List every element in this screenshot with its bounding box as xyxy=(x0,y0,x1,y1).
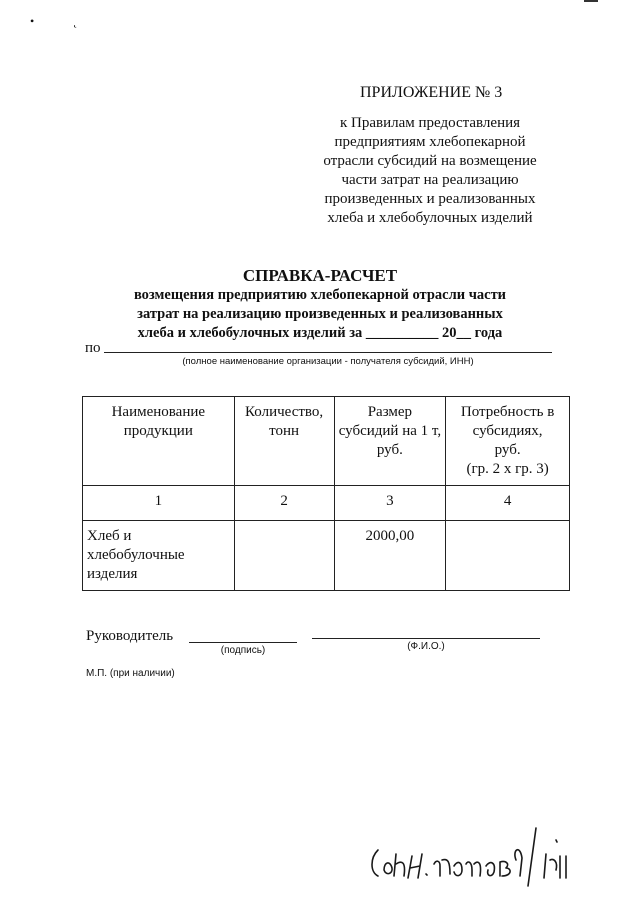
annex-line: отрасли субсидий на возмещение xyxy=(323,153,537,169)
annex-line: произведенных и реализованных xyxy=(324,191,536,207)
signature-hint: (подпись) xyxy=(220,645,266,656)
column-number: 1 xyxy=(83,486,235,521)
rate-cell: 2000,00 xyxy=(334,521,446,591)
subtitle-line: хлеба и хлебобулочных изделий за __________ 20__ года xyxy=(137,325,503,341)
column-number: 2 xyxy=(234,486,334,521)
subtitle-line: затрат на реализацию произведенных и реализованных xyxy=(137,306,503,322)
document-subtitle xyxy=(100,286,540,343)
subtitle-line: возмещения предприятию хлебопекарной отрасли части xyxy=(133,287,507,303)
recipient-field[interactable] xyxy=(104,352,552,353)
recipient-hint: (полное наименование организации - получателя субсидий, ИНН) xyxy=(182,356,474,367)
annex-reference xyxy=(300,114,560,228)
document-title: СПРАВКА-РАСЧЕТ xyxy=(242,266,398,285)
subsidy-table xyxy=(82,396,570,591)
stamp-note: М.П. (при наличии) xyxy=(86,668,175,679)
annex-line: предприятиям хлебопекарной xyxy=(334,134,526,150)
signature-field[interactable] xyxy=(189,642,297,643)
full-name-field[interactable] xyxy=(312,638,540,639)
table-header-row xyxy=(83,397,570,486)
annex-line: к Правилам предоставления xyxy=(339,115,521,131)
handwritten-annotation xyxy=(350,820,590,890)
scan-dash xyxy=(584,0,598,2)
header-cell-rate: Размер субсидий на 1 т, руб. xyxy=(334,397,446,486)
table-row xyxy=(83,521,570,591)
column-number: 3 xyxy=(334,486,446,521)
recipient-label: по xyxy=(85,340,101,356)
full-name-hint: (Ф.И.О.) xyxy=(407,641,445,652)
quantity-cell[interactable] xyxy=(234,521,334,591)
need-cell[interactable] xyxy=(446,521,570,591)
header-cell-quantity: Количество, тонн xyxy=(234,397,334,486)
annex-line: части затрат на реализацию xyxy=(341,172,519,188)
signature-label: Руководитель xyxy=(86,628,174,644)
column-number-row xyxy=(83,486,570,521)
annex-title: ПРИЛОЖЕНИЕ № 3 xyxy=(360,84,503,101)
annex-line: хлеба и хлебобулочных изделий xyxy=(327,210,533,226)
scan-marks: • ˛ xyxy=(30,14,96,28)
header-cell-need: Потребность в субсидиях, руб. (гр. 2 х гр. 3) xyxy=(446,397,570,486)
header-cell-product: Наименование продукции xyxy=(83,397,235,486)
product-name-cell: Хлеб и хлебобулочные изделия xyxy=(83,521,235,591)
column-number: 4 xyxy=(446,486,570,521)
